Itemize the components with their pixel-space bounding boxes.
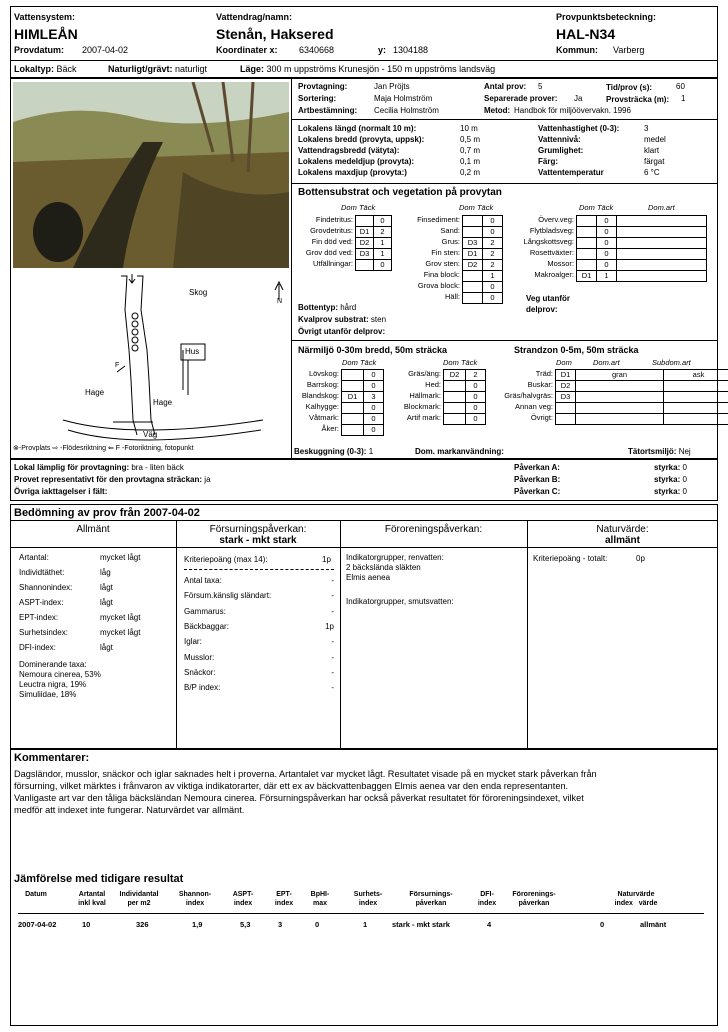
narmiljo-row-cell: 3: [363, 391, 384, 403]
provstracka-value: 1: [681, 94, 686, 103]
botten-row-cell: 1: [373, 237, 392, 249]
allmant-label: Surhetsindex:: [19, 628, 68, 637]
botten-row-cell: 0: [482, 281, 503, 293]
allmant-value: lågt: [100, 643, 113, 652]
narmiljo-row-cell: 0: [363, 369, 384, 381]
narmiljo-row-cell: D2: [443, 369, 466, 381]
koord-x-label: Koordinater x:: [216, 45, 278, 55]
natur-kriterie-value: 0p: [636, 554, 645, 563]
representativt-value: ja: [204, 475, 211, 484]
jamforelse-title: Jämförelse med tidigare resultat: [14, 873, 184, 885]
divider: [184, 569, 334, 570]
jamforelse-header: max: [312, 900, 327, 907]
botten-row-cell: 0: [596, 237, 617, 249]
tid-label: Tid/prov (s):: [606, 83, 653, 92]
botten-row-cell: 0: [482, 215, 503, 227]
jamforelse-header: Individantal: [119, 891, 159, 898]
allmant-label: ASPT-index:: [19, 598, 64, 607]
botten-row-cell: 2: [482, 248, 503, 260]
narmiljo-row-cell: 0: [465, 391, 486, 403]
provplats-icon: ⊗: [13, 445, 19, 452]
narmiljo-row-label: Lövskog:: [308, 369, 339, 378]
jamforelse-header: Shannon-: [178, 891, 212, 898]
narmiljo-row-label: Barrskog:: [306, 380, 339, 389]
botten-row-cell: 0: [373, 259, 392, 271]
allmant-value: lågt: [100, 598, 113, 607]
botten-row-label: Häll:: [444, 292, 460, 301]
styrka-value: 0: [682, 475, 687, 484]
kvalprov-label: Kvalprov substrat:: [298, 315, 369, 324]
lokaltyp-value: Bäck: [56, 64, 77, 74]
provtagning-value: Jan Pröjts: [374, 82, 410, 91]
botten-row-label: Fin sten:: [431, 248, 460, 257]
strandzon-row-cell: gran: [575, 369, 664, 381]
allmant-value: lågt: [100, 583, 113, 592]
allmant-label: Shannonindex:: [19, 583, 73, 592]
forsurning-value: -: [331, 652, 334, 662]
narmiljo-row-label: Artif mark:: [406, 413, 441, 422]
kommentar-line: Vanligaste art var den tåliga bäcksländan Nemoura cinerea. Försurningspåverkan har också påverkat resultatet för föroreningsindexet, vilket: [14, 793, 584, 803]
narmiljo-row-cell: 0: [465, 413, 486, 425]
styrka-label: styrka:: [654, 487, 681, 496]
styrka-label: styrka:: [654, 463, 681, 472]
narmiljo-row-cell: [341, 424, 364, 436]
botten-row-label: Grus:: [441, 237, 460, 246]
veg-utanfor-label: Veg utanför delprov:: [526, 294, 571, 314]
lokal-row-label: Lokalens medeldjup (provyta):: [298, 157, 415, 166]
provpunkt-label: Provpunktsbeteckning:: [556, 12, 657, 22]
jamforelse-header: Datum: [25, 891, 47, 898]
kommentarer-title: Kommentarer:: [14, 752, 90, 764]
bottentyp-value: hård: [340, 303, 357, 312]
botten-row-cell: [616, 270, 707, 282]
lokal-row-value: 0,2 m: [460, 168, 481, 177]
strand-dom-header: Dom: [556, 358, 572, 367]
botten-row-label: Findetritus:: [315, 215, 353, 224]
narmiljo-row-label: Blockmark:: [403, 402, 441, 411]
botten-tack-header: Täck: [358, 203, 376, 212]
divider: [10, 520, 718, 521]
antal-prov-value: 5: [538, 82, 543, 91]
forsurning-label: Antal taxa:: [184, 576, 222, 585]
forsurning-label: Försum.känslig sländart:: [184, 591, 272, 601]
tid-value: 60: [676, 82, 685, 91]
jamforelse-cell: 326: [136, 920, 149, 929]
allmant-label: DFI-index:: [19, 643, 56, 652]
allmant-value: mycket lågt: [100, 553, 141, 562]
allmant-label: Artantal:: [19, 553, 49, 562]
paverkan-c-label: Påverkan C:: [514, 487, 561, 496]
jamforelse-cell: 0: [315, 920, 320, 929]
koord-y-value: 1304188: [393, 45, 429, 55]
narmiljo-row-cell: 0: [363, 424, 384, 436]
lokal-right-value: färgat: [644, 157, 665, 166]
botten-title: Bottensubstrat och vegetation på provytan: [298, 187, 502, 198]
ovriga-label: Övriga iakttagelser i fält:: [14, 487, 108, 496]
tatortsmiljo-value: Nej: [678, 447, 691, 456]
botten-row-cell: 1: [482, 270, 503, 282]
forsurning-label: B/P index:: [184, 683, 221, 693]
strandzon-row-label: Buskar:: [527, 380, 553, 389]
naturligt-label: Naturligt/grävt:: [108, 64, 173, 74]
site-map: [13, 270, 289, 456]
jamforelse-header: Artantal: [78, 891, 106, 898]
botten-row-label: Rosettväxter:: [529, 248, 574, 257]
strandzon-row-cell: [663, 413, 728, 425]
lokal-right-value: 6 °C: [644, 168, 660, 177]
forsurning-head: Försurningspåverkan:: [209, 524, 307, 535]
kriteriepoang-value: 1p: [322, 555, 331, 564]
botten-row-label: Makroalger:: [534, 270, 574, 279]
jamforelse-header: BpHI-: [310, 891, 330, 898]
kommun-label: Kommun:: [556, 45, 598, 55]
strandzon-row-cell: [555, 413, 576, 425]
smutsvatten-label: Indikatorgrupper, smutsvatten:: [346, 597, 454, 606]
vattensystem-value: HIMLEÅN: [14, 26, 78, 42]
forsurning-value: -: [331, 667, 334, 677]
lokal-row-label: Lokalens maxdjup (provyta:): [298, 168, 407, 177]
jamforelse-header: inkl kval: [78, 900, 106, 907]
botten-row-cell: 0: [596, 259, 617, 271]
narmiljo-row-cell: 2: [465, 369, 486, 381]
jamforelse-header: EPT-: [276, 891, 292, 898]
strandzon-row-cell: [575, 413, 664, 425]
strandzon-row-cell: D3: [555, 391, 576, 403]
divider: [10, 60, 718, 61]
naturvarde-head: Naturvärde:: [596, 524, 649, 535]
site-photo: [13, 82, 289, 268]
map-label-hage: Hage: [85, 388, 105, 397]
lokal-right-label: Grumlighet:: [538, 146, 584, 155]
lokal-row-label: Vattendragsbredd (vätyta):: [298, 146, 400, 155]
botten-domart-header: Dom.art: [648, 203, 675, 212]
strandzon-row-cell: ask: [663, 369, 728, 381]
forsurning-label: Snäckor:: [184, 667, 216, 677]
strandzon-row-label: Övrigt:: [530, 413, 553, 422]
jamforelse-cell: 3: [278, 920, 283, 929]
lage-label: Läge:: [240, 64, 265, 74]
botten-tack-header: Täck: [596, 203, 614, 212]
tatortsmiljo-label: Tätortsmiljö:: [628, 447, 677, 456]
narmiljo-row-label: Åker:: [321, 424, 339, 433]
botten-row-cell: D3: [462, 237, 483, 249]
jamforelse-header: ASPT-: [232, 891, 254, 898]
jamforelse-header: index: [358, 900, 378, 907]
map-label-hus: Hus: [185, 347, 200, 356]
ovrigt-label: Övrigt utanför delprov:: [298, 327, 386, 336]
allmant-value: mycket lågt: [100, 628, 141, 637]
vattendrag-value: Stenån, Haksered: [216, 26, 334, 42]
lokal-right-value: 3: [644, 124, 649, 133]
strand-subdomart-header: Subdom.art: [652, 358, 691, 367]
jamforelse-header: index: [233, 900, 253, 907]
botten-row-cell: 0: [596, 215, 617, 227]
jamforelse-cell: 2007-04-02: [18, 920, 57, 929]
lamplig-value: bra - liten bäck: [131, 463, 184, 472]
botten-row-cell: 0: [482, 226, 503, 238]
botten-row-cell: D2: [355, 237, 374, 249]
botten-row-label: Mossor:: [547, 259, 574, 268]
kommun-value: Varberg: [613, 45, 645, 55]
botten-row-label: Sand:: [440, 226, 460, 235]
botten-dom-header: Dom: [579, 203, 595, 212]
lage-value: 300 m uppströms Krunesjön - 150 m uppströms landsväg: [266, 64, 496, 74]
narmiljo-dom-header: Dom: [342, 358, 358, 367]
forsurning-label: Gammarus:: [184, 606, 226, 616]
botten-dom-header: Dom: [459, 203, 475, 212]
botten-row-cell: 0: [596, 248, 617, 260]
dominerande-label: Dominerande taxa:: [19, 660, 87, 669]
narmiljo-row-cell: 0: [363, 402, 384, 414]
bedomning-title: Bedömning av prov från 2007-04-02: [14, 507, 200, 519]
antal-prov-label: Antal prov:: [484, 82, 527, 91]
strandzon-row-label: Träd:: [535, 369, 553, 378]
jamforelse-header: påverkan: [518, 900, 550, 907]
lokal-right-value: klart: [644, 146, 660, 155]
lokal-row-value: 0,1 m: [460, 157, 481, 166]
forsurning-value: -: [331, 637, 334, 647]
map-label-hage: Hage: [153, 398, 173, 407]
styrka-label: styrka:: [654, 475, 681, 484]
styrka-value: 0: [682, 487, 687, 496]
lokal-row-label: Lokalens bredd (provyta, uppsk):: [298, 135, 425, 144]
lokal-right-label: Färg:: [538, 157, 558, 166]
narmiljo-row-label: Våtmark:: [308, 413, 339, 422]
narmiljo-row-label: Gräs/äng:: [408, 369, 441, 378]
lamplig-label: Lokal lämplig för provtagning:: [14, 463, 130, 472]
provpunkt-value: HAL-N34: [556, 26, 616, 42]
botten-row-cell: [462, 292, 483, 304]
botten-row-cell: D1: [462, 248, 483, 260]
jamforelse-cell: 1,9: [192, 920, 203, 929]
photo-point-label: F: [115, 362, 120, 369]
paverkan-b-label: Påverkan B:: [514, 475, 561, 484]
strandzon-title: Strandzon 0-5m, 50m sträcka: [514, 345, 639, 355]
lokaltyp-label: Lokaltyp:: [14, 64, 55, 74]
jamforelse-cell: stark - mkt stark: [392, 920, 450, 929]
provdatum-value: 2007-04-02: [82, 45, 129, 55]
map-label-vag: Väg: [143, 430, 158, 439]
jamforelse-header: Surhets-: [353, 891, 383, 898]
jamforelse-header: per m2: [127, 900, 151, 907]
narmiljo-row-cell: 0: [363, 413, 384, 425]
metod-value: Handbok för miljöövervakn. 1996: [514, 106, 631, 115]
provtagning-label: Provtagning:: [298, 82, 348, 91]
botten-tack-header: Täck: [476, 203, 494, 212]
lokal-right-label: Vattentemperatur: [538, 168, 604, 177]
botten-row-label: Grov död ved:: [305, 248, 353, 257]
lokal-right-label: Vattenhastighet (0-3):: [538, 124, 620, 133]
jamforelse-cell: 4: [487, 920, 492, 929]
botten-row-cell: 2: [373, 226, 392, 238]
separerade-label: Separerade prover:: [484, 94, 558, 103]
narmiljo-tack-header: Täck: [460, 358, 478, 367]
forsurning-label: Bäckbaggar:: [184, 621, 229, 631]
sortering-value: Maja Holmström: [374, 94, 433, 103]
dom-mark-label: Dom. markanvändning:: [415, 447, 504, 456]
beskuggning-label: Beskuggning (0-3):: [294, 447, 367, 456]
strandzon-row-label: Annan veg:: [515, 402, 553, 411]
jamforelse-header: index: [477, 900, 497, 907]
allmant-label: Individtäthet:: [19, 568, 65, 577]
vattendrag-label: Vattendrag/namn:: [216, 12, 293, 22]
map-legend: ⊗-Provplats ⇨ -Flödesriktning ⇐ F -Fotoriktning, fotopunkt: [13, 445, 194, 452]
lokal-row-value: 10 m: [460, 124, 478, 133]
fororening-line: Indikatorgrupper, renvatten:: [346, 553, 444, 562]
jamforelse-header: Försurnings-: [409, 891, 453, 898]
botten-row-cell: 0: [482, 292, 503, 304]
forsurning-label: Musslor:: [184, 652, 215, 662]
separerade-value: Ja: [574, 94, 583, 103]
jamforelse-header: DFI-: [480, 891, 494, 898]
narmiljo-title: Närmiljö 0-30m bredd, 50m sträcka: [298, 345, 448, 355]
strandzon-row-cell: D2: [555, 380, 576, 392]
north-label: N: [277, 298, 283, 305]
narmiljo-row-cell: D1: [341, 391, 364, 403]
artbest-label: Artbestämning:: [298, 106, 358, 115]
narmiljo-dom-header: Dom: [443, 358, 459, 367]
dominerande-taxon: Nemoura cinerea, 53%: [19, 670, 101, 679]
artbest-value: Cecilia Holmström: [374, 106, 439, 115]
koord-y-label: y:: [378, 45, 387, 55]
sortering-label: Sortering:: [298, 94, 337, 103]
kommentar-line: försurning, vilket märktes i frånvaron av viktiga indikatorarter, där ett ex av bäckvattenbaggen Elmis aenea var den enda representanten.: [14, 781, 569, 791]
metod-label: Metod:: [484, 106, 511, 115]
jamforelse-header: index värde: [614, 900, 658, 907]
jamforelse-cell: 10: [82, 920, 91, 929]
lokal-row-value: 0,5 m: [460, 135, 481, 144]
divider: [291, 119, 718, 120]
forsurning-value: -: [331, 683, 334, 693]
jamforelse-header: Naturvärde: [617, 891, 655, 898]
natur-kriterie-label: Kriteriepoäng - totalt:: [533, 554, 608, 563]
botten-row-cell: 0: [596, 226, 617, 238]
kommentar-line: Dagsländor, musslor, snäckor och iglar saknades helt i proverna. Artantalet var mycket lågt. Resultatet visade på en mycket stark påverkan från: [14, 769, 597, 779]
forsurning-value: stark - mkt stark: [219, 535, 297, 546]
allmant-value: mycket lågt: [100, 613, 141, 622]
jamforelse-cell: 1: [363, 920, 368, 929]
forsurning-value: 1p: [325, 621, 334, 631]
botten-row-label: Finsediment:: [417, 215, 460, 224]
lokal-right-label: Vattennivå:: [538, 135, 581, 144]
kvalprov-value: sten: [370, 315, 387, 324]
botten-row-cell: D2: [462, 259, 483, 271]
botten-row-label: Fin död ved:: [311, 237, 353, 246]
jamforelse-cell: allmänt: [640, 920, 667, 929]
botten-row-cell: 2: [482, 259, 503, 271]
vattensystem-label: Vattensystem:: [14, 12, 76, 22]
forsurning-value: -: [331, 576, 334, 585]
botten-row-cell: 0: [373, 215, 392, 227]
jamforelse-header: påverkan: [415, 900, 447, 907]
strandzon-row-label: Gräs/halvgräs:: [504, 391, 553, 400]
allmant-label: EPT-index:: [19, 613, 59, 622]
naturvarde-value: allmänt: [604, 535, 640, 546]
botten-row-cell: D1: [355, 226, 374, 238]
provstracka-label: Provsträcka (m):: [606, 95, 670, 104]
divider: [176, 520, 177, 749]
jamforelse-cell: 0: [600, 920, 605, 929]
styrka-value: 0: [682, 463, 687, 472]
botten-row-label: Grova block:: [417, 281, 460, 290]
narmiljo-row-label: Blandskog:: [301, 391, 339, 400]
botten-row-label: Flytbladsveg:: [529, 226, 574, 235]
lokal-row-value: 0,7 m: [460, 146, 481, 155]
divider: [291, 183, 718, 184]
botten-row-cell: 1: [596, 270, 617, 282]
botten-row-label: Fina block:: [423, 270, 460, 279]
lokal-row-label: Lokalens längd (normalt 10 m):: [298, 124, 417, 133]
forsurning-value: -: [331, 606, 334, 616]
strandzon-row-cell: D1: [555, 369, 576, 381]
botten-row-label: Grov sten:: [425, 259, 460, 268]
botten-row-label: Utfällningar:: [312, 259, 353, 268]
dominerande-taxon: Simuliidae, 18%: [19, 690, 77, 699]
botten-row-label: Grovdetritus:: [310, 226, 353, 235]
divider: [18, 913, 704, 914]
jamforelse-header: Förorenings-: [512, 891, 556, 898]
lokal-right-value: medel: [644, 135, 666, 144]
map-label-skog: Skog: [189, 288, 208, 297]
forsurning-value: -: [331, 591, 334, 601]
narmiljo-row-label: Hed:: [425, 380, 441, 389]
jamforelse-cell: 5,3: [240, 920, 251, 929]
provdatum-label: Provdatum:: [14, 45, 65, 55]
narmiljo-tack-header: Täck: [359, 358, 377, 367]
kriteriepoang-label: Kriteriepoäng (max 14):: [184, 555, 268, 564]
koord-x-value: 6340668: [299, 45, 335, 55]
jamforelse-header: index: [185, 900, 205, 907]
bottentyp-label: Bottentyp:: [298, 303, 338, 312]
botten-row-cell: 1: [373, 248, 392, 260]
beskuggning-value: 1: [368, 447, 374, 456]
kommentar-line: medför att indexet inte fungerar. Naturvärdet var allmänt.: [14, 805, 245, 815]
fororening-head: Föroreningspåverkan:: [384, 524, 483, 535]
narmiljo-row-label: Hällmark:: [409, 391, 441, 400]
fororening-line: 2 bäckslända släkten: [346, 563, 421, 572]
forsurning-label: Iglar:: [184, 637, 202, 647]
divider: [527, 520, 528, 749]
botten-row-cell: 2: [482, 237, 503, 249]
narmiljo-row-label: Kalhygge:: [305, 402, 339, 411]
narmiljo-row-cell: 0: [465, 380, 486, 392]
allmant-head: Allmänt: [76, 524, 110, 535]
botten-row-cell: D1: [576, 270, 597, 282]
narmiljo-row-cell: 0: [465, 402, 486, 414]
strand-domart-header: Dom.art: [593, 358, 620, 367]
divider: [291, 340, 718, 341]
botten-row-cell: D3: [355, 248, 374, 260]
paverkan-a-label: Påverkan A:: [514, 463, 560, 472]
allmant-value: låg: [100, 568, 111, 577]
naturligt-value: naturligt: [175, 64, 208, 74]
representativt-label: Provet representativt för den provtagna sträckan:: [14, 475, 203, 484]
jamforelse-header: index: [274, 900, 294, 907]
botten-row-label: Långskottsveg:: [523, 237, 574, 246]
dominerande-taxon: Leuctra nigra, 19%: [19, 680, 87, 689]
divider: [10, 547, 718, 548]
divider: [340, 520, 341, 749]
botten-dom-header: Dom: [341, 203, 357, 212]
narmiljo-row-cell: 0: [363, 380, 384, 392]
fororening-line: Elmis aenea: [346, 573, 391, 582]
botten-row-label: Överv.veg:: [538, 215, 574, 224]
